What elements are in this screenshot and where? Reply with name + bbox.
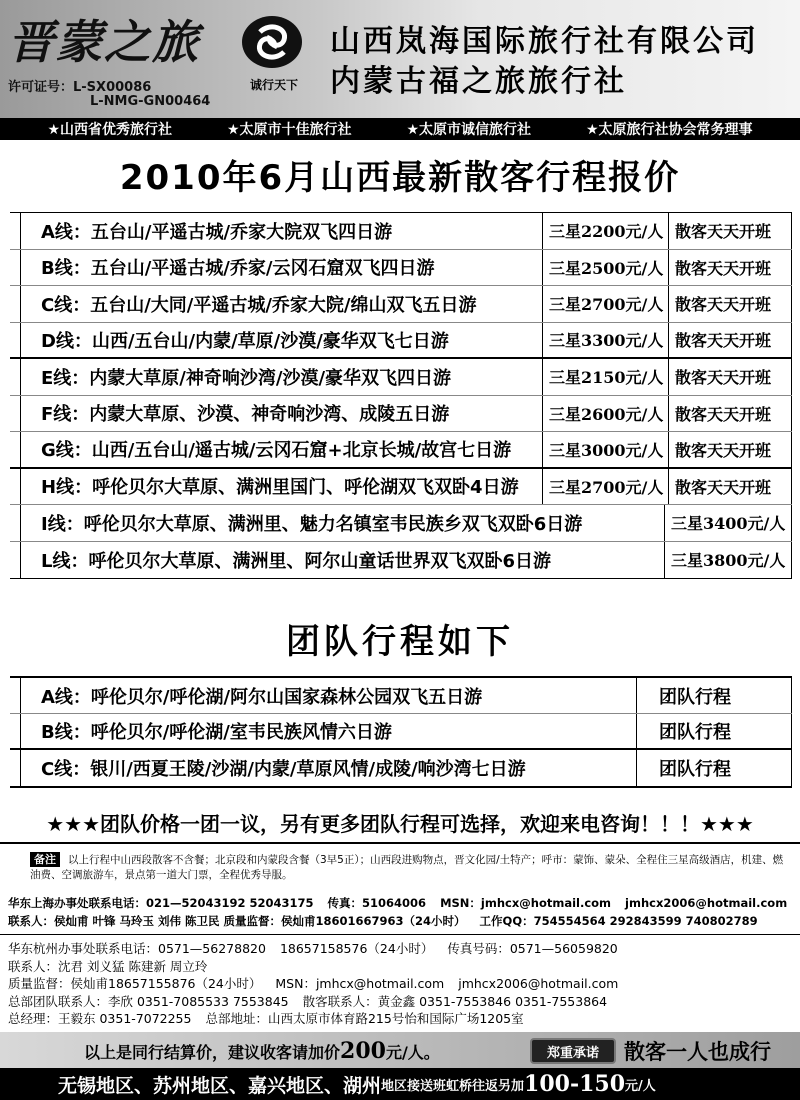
- honor-item: ★太原旅行社协会常务理事: [585, 122, 753, 138]
- section-divider: [0, 934, 800, 935]
- route-schedule: 散客天天开班: [668, 396, 792, 432]
- group-row: [10, 714, 792, 750]
- group-route-name: B线：呼伦贝尔/呼伦湖/室韦民族风情六日游: [20, 714, 636, 748]
- group-route-type: 团队行程: [636, 714, 792, 748]
- route-price: 三星2150元/人: [542, 359, 668, 395]
- route-name: D线：山西/五台山/内蒙/草原/沙漠/豪华双飞七日游: [20, 323, 542, 358]
- route-row: [10, 286, 792, 323]
- header-banner: [0, 0, 800, 118]
- hangzhou-msn-2: jmhcx2006@hotmail.com: [458, 976, 619, 991]
- logo-slogan: 诚行天下: [250, 78, 299, 92]
- group-row: [10, 750, 792, 786]
- group-route-name: A线：呼伦贝尔/呼伦湖/阿尔山国家森林公园双飞五日游: [20, 678, 636, 713]
- route-row: [10, 542, 792, 579]
- shanghai-qq: 工作QQ：754554564 292843599 740802789: [479, 914, 758, 928]
- hangzhou-office-contacts: [8, 940, 798, 1028]
- route-row: [10, 359, 792, 396]
- route-name: H线：呼伦贝尔大草原、满洲里国门、呼伦湖双飞双卧4日游: [20, 469, 542, 505]
- route-price: 三星3800元/人: [664, 542, 792, 579]
- remarks-text: 以上行程中山西段散客不含餐；北京段和内蒙段含餐（3早5正）；山西段进购物点，晋文化园/土特产；呼市：蒙饰、蒙朵、全程住三星高级酒店，机建、燃油费、空调旅游车，景点第一道大门票，全程优秀导服。: [30, 854, 784, 881]
- hangzhou-msn: MSN：jmhcx@hotmail.com: [275, 976, 445, 991]
- shanghai-office-contacts: [8, 894, 798, 930]
- individual-route-table: [10, 212, 792, 579]
- hangzhou-mobile: 18657158576（24小时）: [279, 941, 434, 956]
- route-row: [10, 505, 792, 542]
- group-route-name: C线：银川/西夏王陵/沙湖/内蒙/草原风情/成陵/响沙湾七日游: [20, 750, 636, 786]
- honor-item: ★太原市诚信旅行社: [406, 122, 532, 138]
- route-schedule: 散客天天开班: [668, 250, 792, 286]
- shanghai-msn: MSN：jmhcx@hotmail.com: [440, 896, 612, 910]
- route-name: C线：五台山/大同/平遥古城/乔家大院/绵山双飞五日游: [20, 286, 542, 322]
- hangzhou-phone: 华东杭州办事处联系电话：0571—56278820: [8, 941, 266, 956]
- hangzhou-fax: 传真号码：0571—56059820: [447, 941, 618, 956]
- route-schedule: 散客天天开班: [668, 213, 792, 249]
- group-route-type: 团队行程: [636, 678, 792, 713]
- route-price: 三星2600元/人: [542, 396, 668, 432]
- honor-item: ★太原市十佳旅行社: [226, 122, 352, 138]
- honor-item: ★山西省优秀旅行社: [47, 122, 173, 138]
- hq-address: 总部地址：山西太原市体育路215号怡和国际广场1205室: [205, 1011, 524, 1026]
- route-schedule: 散客天天开班: [668, 359, 792, 395]
- pickup-note: 地区接送班虹桥往返另加: [381, 1078, 525, 1094]
- remarks-tag: 备注: [30, 852, 60, 867]
- route-name: I线：呼伦贝尔大草原、满洲里、魅力名镇室韦民族乡双飞双卧6日游: [20, 505, 664, 541]
- settlement-bar: [0, 1032, 800, 1068]
- route-row: [10, 213, 792, 250]
- route-row: [10, 432, 792, 469]
- settlement-note: [84, 1038, 440, 1064]
- quality-supervisor: 质量监督：侯灿甫18657155876（24小时）: [8, 976, 262, 991]
- group-route-type: 团队行程: [636, 750, 792, 786]
- route-schedule: 散客天天开班: [668, 323, 792, 358]
- pickup-areas: 无锡地区、苏州地区、嘉兴地区、湖州: [58, 1074, 382, 1097]
- route-name: B线：五台山/平遥古城/乔家/云冈石窟双飞四日游: [20, 250, 542, 286]
- group-section-title: 团队行程如下: [286, 622, 514, 662]
- shanghai-contact-people: 联系人：侯灿甫 叶锋 马玲玉 刘伟 陈卫民 质量监督：侯灿甫18601667963（24小时）: [8, 914, 466, 928]
- honors-bar: [0, 118, 800, 140]
- page-title: 2010年6月山西最新散客行程报价: [119, 158, 681, 198]
- shanghai-msn-2: jmhcx2006@hotmail.com: [625, 896, 788, 910]
- individual-slogan: 散客一人也成行: [624, 1040, 771, 1064]
- route-schedule: 散客天天开班: [668, 286, 792, 322]
- settlement-suffix: 元/人。: [385, 1043, 440, 1062]
- route-name: L线：呼伦贝尔大草原、满洲里、阿尔山童话世界双飞双卧6日游: [20, 542, 664, 579]
- route-name: F线：内蒙大草原、沙漠、神奇响沙湾、成陵五日游: [20, 396, 542, 432]
- pickup-unit: 元/人: [625, 1078, 656, 1094]
- route-price: 三星2700元/人: [542, 469, 668, 505]
- hq-group-contact: 总部团队联系人：李欣 0351-7085533 7553845: [8, 993, 289, 1009]
- group-price-promo: ★★★团队价格一团一议，另有更多团队行程可选择，欢迎来电咨询！！！★★★: [46, 812, 754, 836]
- settlement-prefix: 以上是同行结算价，建议收客请加价: [84, 1043, 341, 1062]
- route-name: E线：内蒙大草原/神奇响沙湾/沙漠/豪华双飞四日游: [20, 359, 542, 395]
- company-logo-icon: [240, 14, 304, 70]
- hq-individual-contact: 散客联系人：黄金鑫 0351-7553846 0351-7553864: [302, 993, 608, 1009]
- route-name: G线：山西/五台山/遥古城/云冈石窟+北京长城/故宫七日游: [20, 432, 542, 467]
- route-row: [10, 250, 792, 287]
- route-price: 三星2700元/人: [542, 286, 668, 322]
- group-route-table: [10, 676, 792, 788]
- company-name-shanxi: 山西岚海国际旅行社有限公司: [330, 24, 759, 59]
- route-row: [10, 396, 792, 433]
- license-number-sx: 许可证号：L-SX00086: [8, 80, 152, 95]
- pickup-amount: 100-150: [524, 1071, 626, 1097]
- general-manager: 总经理：王毅东 0351-7072255: [8, 1011, 192, 1026]
- route-schedule: 散客天天开班: [668, 432, 792, 467]
- section-divider: [0, 842, 800, 844]
- route-row: [10, 469, 792, 506]
- route-price: 三星2500元/人: [542, 250, 668, 286]
- brand-logo-text: 晋蒙之旅: [8, 15, 200, 69]
- settlement-amount: 200: [340, 1038, 386, 1064]
- route-name: A线：五台山/平遥古城/乔家大院双飞四日游: [20, 213, 542, 249]
- promise-stamp: 郑重承诺: [530, 1038, 616, 1064]
- group-row: [10, 678, 792, 714]
- remarks-block: [30, 852, 790, 883]
- route-schedule: 散客天天开班: [668, 469, 792, 505]
- route-row: [10, 323, 792, 360]
- route-price: 三星3400元/人: [664, 505, 792, 541]
- shanghai-fax: 传真：51064006: [327, 896, 427, 910]
- shanghai-phone: 华东上海办事处联系电话：021—52043192 52043175: [8, 896, 314, 910]
- route-price: 三星3300元/人: [542, 323, 668, 358]
- company-name-neimenggu: 内蒙古福之旅旅行社: [330, 64, 627, 99]
- route-price: 三星3000元/人: [542, 432, 668, 467]
- pickup-surcharge-bar: [0, 1068, 800, 1100]
- license-number-nmg: L-NMG-GN00464: [90, 94, 211, 109]
- route-price: 三星2200元/人: [542, 213, 668, 249]
- hangzhou-contact-people: 联系人：沈君 刘义猛 陈建新 周立玲: [8, 958, 208, 974]
